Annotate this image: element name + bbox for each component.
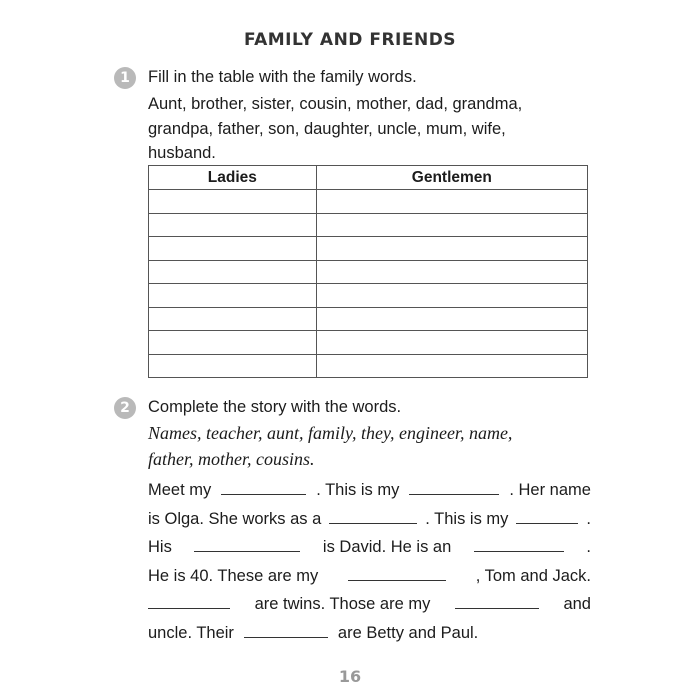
ladies-cell[interactable]: [149, 307, 317, 331]
page-number: 16: [338, 667, 362, 686]
answer-blank[interactable]: [148, 594, 230, 609]
exercise-2-word-list-line-2: father, mother, cousins.: [148, 449, 315, 469]
story-line: [148, 590, 591, 619]
story-text-segment: is Olga. She works as a: [148, 509, 322, 528]
story-text-segment: and: [563, 595, 591, 613]
gentlemen-cell[interactable]: [316, 213, 587, 237]
exercise-1-instruction: Fill in the table with the family words.: [148, 68, 417, 86]
gentlemen-cell[interactable]: [316, 354, 587, 378]
exercise-1-word-list-line-2: grandpa, father, son, daughter, uncle, mum, wife,: [148, 120, 506, 138]
ladies-cell[interactable]: [149, 260, 317, 284]
gentlemen-cell[interactable]: [316, 331, 587, 355]
exercise-2-instruction: Complete the story with the words.: [148, 398, 402, 416]
story-text-segment: , Tom and Jack.: [475, 566, 591, 585]
answer-blank[interactable]: [348, 566, 446, 581]
answer-blank[interactable]: [221, 480, 306, 495]
story-text-segment: . This is my: [316, 481, 400, 499]
family-words-table: [148, 165, 588, 378]
story-text-segment: He is 40. These are my: [148, 566, 319, 585]
table-row: [149, 213, 588, 237]
story-line: [148, 562, 591, 591]
table-row: [149, 284, 588, 308]
story-text: [148, 476, 591, 647]
table-row: [149, 260, 588, 284]
page-title: FAMILY AND FRIENDS: [243, 30, 457, 50]
ladies-cell[interactable]: [149, 284, 317, 308]
story-line: [148, 476, 591, 505]
gentlemen-cell[interactable]: [316, 307, 587, 331]
ladies-cell[interactable]: [149, 354, 317, 378]
story-text-segment: Meet my: [148, 481, 212, 499]
story-text-segment: .: [586, 509, 591, 528]
story-text-segment: . This is my: [425, 509, 509, 528]
story-line: [148, 533, 591, 562]
exercise-2-word-list-line-1: Names, teacher, aunt, family, they, engineer, name,: [148, 423, 513, 443]
answer-blank[interactable]: [474, 537, 564, 552]
answer-blank[interactable]: [194, 537, 300, 552]
table-header-gentlemen: Gentlemen: [316, 166, 587, 190]
table-row: [149, 307, 588, 331]
story-text-segment: are Betty and Paul.: [337, 623, 479, 642]
table-row: [149, 354, 588, 378]
story-text-segment: are twins. Those are my: [254, 595, 431, 613]
story-line: [148, 619, 591, 648]
story-line: [148, 505, 591, 534]
ladies-cell[interactable]: [149, 190, 317, 214]
exercise-1-word-list-line-3: husband.: [148, 144, 216, 162]
gentlemen-cell[interactable]: [316, 237, 587, 261]
answer-blank[interactable]: [244, 623, 328, 638]
story-text-segment: . Her name: [509, 481, 591, 499]
story-text-segment: .: [586, 538, 591, 556]
table-row: [149, 237, 588, 261]
answer-blank[interactable]: [455, 594, 539, 609]
table-row: [149, 190, 588, 214]
exercise-2-number-badge: 2: [114, 397, 136, 419]
exercise-1-word-list-line-1: Aunt, brother, sister, cousin, mother, dad, grandma,: [148, 95, 523, 113]
answer-blank[interactable]: [516, 509, 578, 524]
answer-blank[interactable]: [409, 480, 499, 495]
answer-blank[interactable]: [329, 509, 417, 524]
gentlemen-cell[interactable]: [316, 190, 587, 214]
gentlemen-cell[interactable]: [316, 284, 587, 308]
gentlemen-cell[interactable]: [316, 260, 587, 284]
story-text-segment: is David. He is an: [322, 538, 452, 556]
table-row: [149, 331, 588, 355]
ladies-cell[interactable]: [149, 213, 317, 237]
ladies-cell[interactable]: [149, 237, 317, 261]
ladies-cell[interactable]: [149, 331, 317, 355]
story-text-segment: His: [148, 538, 172, 556]
table-header-ladies: Ladies: [149, 166, 317, 190]
story-text-segment: uncle. Their: [148, 623, 234, 642]
exercise-1-number-badge: 1: [114, 67, 136, 89]
